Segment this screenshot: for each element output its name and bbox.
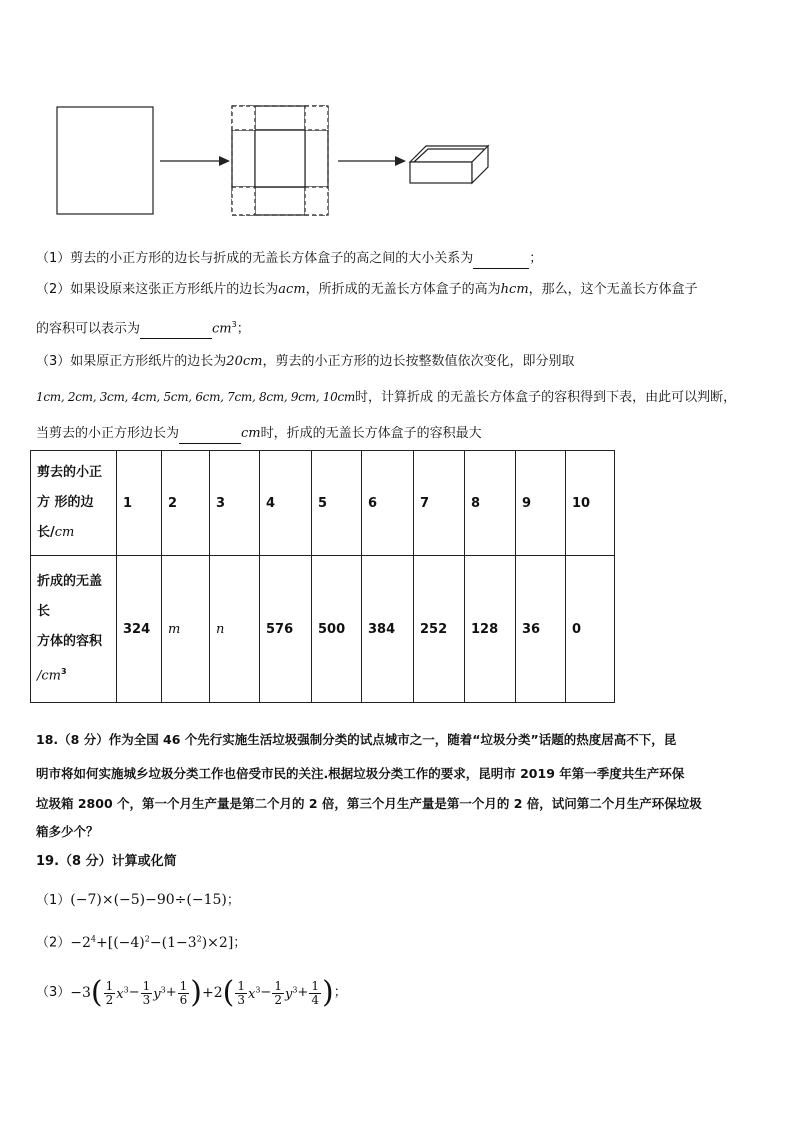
fraction: $\frac{1}{2}$	[274, 978, 282, 1007]
table-cell: 252	[414, 556, 465, 703]
expr-part: +[(−4)	[96, 934, 145, 951]
expr-body: (−7)×(−5)−90÷(−15)	[70, 892, 227, 908]
table-cell: 500	[312, 556, 362, 703]
fraction: $\frac{1}{3}$	[237, 978, 245, 1007]
fraction: $\frac{1}{2}$	[105, 978, 114, 1007]
q17-part3-line2	[36, 388, 736, 407]
punct: ；	[529, 251, 543, 266]
q17-part2-text-b: ，所折成的无盖长方体盒子的高为	[305, 282, 501, 297]
unit-cm: cm	[241, 426, 261, 441]
expr-part: )×2]	[201, 934, 234, 951]
q18-text: 明市将如何实施城乡垃圾分类工作也倍受市民的关注.根据垃圾分类工作的要求，昆明市 2019 年第一季度共生产环保	[36, 766, 685, 781]
operator: +	[297, 985, 309, 1001]
q17-part3-line1	[36, 353, 574, 371]
header-line: 方 形的边	[37, 495, 94, 510]
q17-part3-line3-a: 当剪去的小正方形边长为	[36, 426, 180, 441]
operator: −	[260, 985, 272, 1001]
arrow-right-icon	[160, 156, 230, 166]
table-cell: 2	[162, 451, 210, 556]
q17-part3-label: （3）	[36, 354, 71, 369]
answer-blank	[473, 250, 529, 269]
q18-line1	[36, 731, 676, 749]
fraction: $\frac{1}{6}$	[179, 978, 188, 1007]
q17-part3-line3-b: 时，折成的无盖长方体盒子的容积最大	[260, 426, 482, 441]
unit-cm3: /cm	[37, 668, 61, 684]
punct: ；	[226, 893, 240, 908]
q18-label: 18.（8 分）	[36, 732, 109, 747]
q18-line2	[36, 765, 684, 783]
q18-text: 垃圾箱 2800 个，第一个月生产量是第二个月的 2 倍，第三个月生产量是第一个月的 2 倍，试问第二个月生产环保垃圾	[36, 796, 702, 811]
q19-title	[36, 853, 177, 871]
unit-exp: 3	[231, 320, 237, 329]
q18-text: 作为全国 46 个先行实施生活垃圾强制分类的试点城市之一，随着“垃圾分类”话题的热度居高不下，昆	[108, 732, 677, 747]
q17-part3-text-a: 如果原正方形纸片的边长为	[70, 354, 227, 369]
fraction: $\frac{1}{3}$	[142, 978, 151, 1007]
table-cell: 36	[516, 556, 566, 703]
row2-header	[31, 556, 117, 703]
unit-exp: 3	[61, 666, 67, 676]
var-20cm: 20cm	[226, 354, 263, 369]
exponent: 4	[90, 934, 97, 943]
expr-term: $y^3$	[284, 986, 298, 1003]
q17-part1	[36, 250, 542, 269]
exponent: 2	[196, 934, 202, 943]
volume-table	[30, 450, 615, 703]
q17-part2-line2-text: 的容积可以表示为	[36, 321, 141, 337]
table-cell: 8	[465, 451, 516, 556]
cut-sheet	[232, 106, 328, 215]
q19-expr3	[36, 974, 347, 1012]
q17-part1-text: 剪去的小正方形的边长与折成的无盖长方体盒子的高之间的大小关系为	[70, 251, 474, 266]
expr-body: −3	[70, 985, 91, 1002]
header-line: 方体的容积	[37, 633, 103, 649]
punct: ；	[233, 935, 247, 951]
table-cell: 4	[260, 451, 312, 556]
fraction: $\frac{1}{4}$	[311, 978, 319, 1007]
q17-part2-line2	[36, 316, 250, 339]
row1-header	[31, 451, 117, 556]
table-cell: n	[210, 556, 260, 703]
table-cell: 384	[362, 556, 414, 703]
table-cell: 128	[465, 556, 516, 703]
table-row	[31, 451, 615, 556]
q17-part2-line1	[36, 281, 698, 299]
square-sheet	[57, 107, 153, 214]
q17-part3-text-c: 时，计算折成 的无盖长方体盒子的容积得到下表，由此可以判断，	[354, 390, 737, 405]
q17-part2-text-c: ，那么，这个无盖长方体盒子	[528, 282, 698, 297]
paren-close: )	[321, 975, 334, 1011]
exponent: 2	[144, 934, 150, 943]
header-line: 长/	[37, 525, 55, 540]
arrow-right-icon	[338, 156, 406, 166]
q17-part2-text-a: 如果设原来这张正方形纸片的边长为	[70, 282, 279, 297]
table-cell: 576	[260, 556, 312, 703]
q18-line3	[36, 795, 702, 813]
table-cell: 9	[516, 451, 566, 556]
table-cell: 6	[362, 451, 414, 556]
q18-line4	[36, 823, 99, 841]
expr-term: $x^3$	[247, 986, 261, 1003]
expr-term: $x^3$	[116, 986, 129, 1003]
answer-blank	[140, 320, 212, 339]
paren-open: (	[90, 975, 103, 1011]
paren-close: )	[190, 975, 202, 1011]
table-cell: 10	[566, 451, 615, 556]
expr-label: （1）	[36, 893, 71, 908]
header-line: 剪去的小正	[37, 465, 103, 480]
table-cell: 5	[312, 451, 362, 556]
open-box	[410, 146, 488, 183]
expr-label: （3）	[36, 985, 71, 1001]
table-cell: 1	[117, 451, 162, 556]
header-line: 折成的无盖	[37, 573, 103, 589]
side-values: 1cm, 2cm, 3cm, 4cm, 5cm, 6cm, 7cm, 8cm, 9cm, 10cm	[36, 390, 355, 404]
table-cell: 324	[117, 556, 162, 703]
table-cell: 0	[566, 556, 615, 703]
q19-label: 19.（8 分）计算或化简	[36, 854, 177, 869]
q17-part2-label: （2）	[36, 282, 71, 297]
punct: ；	[333, 985, 347, 1001]
unit-cm: cm	[54, 525, 75, 540]
expr-part: −(1−3	[149, 934, 197, 951]
expr-label: （2）	[36, 935, 71, 951]
var-h: hcm	[500, 282, 529, 297]
operator: −	[128, 985, 140, 1001]
q17-part1-label: （1）	[36, 251, 71, 266]
table-cell: 7	[414, 451, 465, 556]
q19-expr1	[36, 890, 240, 911]
punct: ；	[236, 321, 250, 337]
unit-cm: cm	[212, 321, 232, 337]
table-cell: m	[162, 556, 210, 703]
q18-text: 箱多少个？	[36, 824, 99, 839]
operator: +2	[201, 985, 223, 1002]
answer-blank	[179, 425, 241, 444]
q17-part3-line3	[36, 425, 482, 444]
q17-part3-text-b: ，剪去的小正方形的边长按整数值依次变化，即分别取	[262, 354, 575, 369]
operator: +	[165, 985, 177, 1001]
paren-open: (	[222, 975, 235, 1011]
table-row	[31, 556, 615, 703]
expr-part: −2	[70, 934, 91, 951]
table-cell: 3	[210, 451, 260, 556]
folding-diagram	[0, 90, 520, 230]
expr-term: $y^3$	[153, 986, 166, 1003]
q19-expr2	[36, 928, 246, 955]
header-line: 长	[37, 603, 51, 619]
var-a: acm	[278, 282, 306, 297]
